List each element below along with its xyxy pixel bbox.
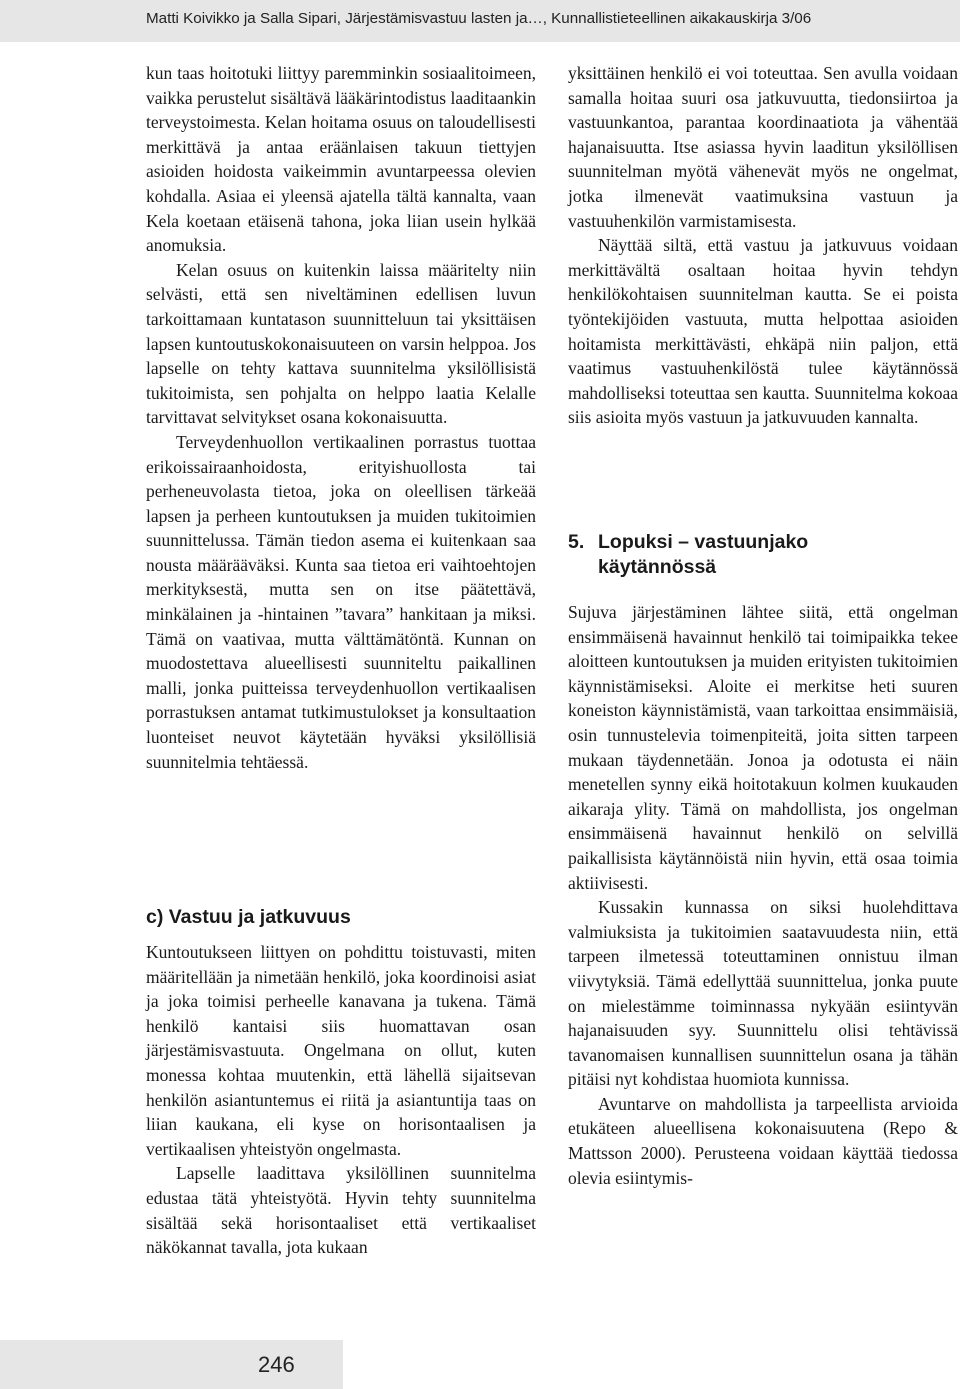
right-paragraph-1: yksittäinen henkilö ei voi toteuttaa. Sen avulla voidaan samalla hoitaa suuri osa jatkuvuutta, tiedonsiirtoa ja vastuunkantoa, parantaa koordinaatiota ja vähentää hajanaisuutta. Itse asiassa hyvin laaditun yksilöllisen suunnitelman myötä vähenevät myös ne ongelmat, jotka ilmenevät vaatimuksina vastuun ja vastuuhenkilön varmistamisesta. (568, 63, 958, 231)
left-paragraph-4: Kuntoutukseen liittyen on pohdittu toistuvasti, miten määritellään ja nimetään henkilö, joka koordinoisi asiat ja joka toimisi perheelle kanavana ja tukena. Tämä henkilö kantaisi siis huomattavan osan järjestämisvastuuta. Ongelmana on ollut, kuten monessa kohtaa muutenkin, että lähellä sijaitsevan henkilön asiantuntemus ei riitä ja asiantuntija taas on liian kaukana, eli kyse on horisontaalisen ja vertikaalisen yhteistyön ongelmasta. (146, 942, 536, 1159)
left-paragraph-3: Terveydenhuollon vertikaalinen porrastus tuottaa erikoissairaanhoidosta, erityishuollosta tai perheneuvolasta tietoa, joka on oleellisen tärkeää lapsen ja perheen kuntoutuksen ja muiden tukitoimien suunnittelussa. Tämän tiedon asema ei kuitenkaan saa nousta määrääväksi. Kunta saa tietoa eri vaihtoehtojen merkityksestä, mutta sen on itse päätettävä, minkälainen ja -hintainen ”tavara” hankitaan ja miksi. Tämä on vaativaa, mutta välttämätöntä. Kunnan on muodostettava alueellisesti suunniteltu paikallinen malli, jonka puitteissa terveydenhuollon vertikaalisen porrastuksen antamat tutkimustulokset ja konsultaation luonteiset neuvot käytetään hyväksi yksilöllisiä suunnitelmia tehtäessä. (146, 431, 536, 772)
right-column (568, 61, 958, 430)
left-paragraph-2: Kelan osuus on kuitenkin laissa määritelty niin selvästi, että sen niveltäminen edellisen luvun tarkoittamaan kuntatason suunnitteluun tai yksittäisen lapsen kuntoutuskokonaisuuteen on varsin helppoa. Jos lapselle on tehty kattava suunnitelma yksilöllisistä tukitoimista, sen pohjalta on helppo laatia Kelalle tarvittavat selvitykset osana kokonaisuutta. (146, 259, 536, 428)
section-number: 5. (568, 531, 585, 553)
right-paragraph-3: Sujuva järjestäminen lähtee siitä, että ongelman ensimmäisenä havainnut henkilö tai toimipaikka tekee aloitteen kuntoutuksen ja muiden erityisten tukitoimien käynnistämiseksi. Aloite ei merkitse heti suuren koneiston käynnistämistä, vaan tarkoittaa ensimmäisiä, osin tunnustelevia toimenpiteitä, joita sitten tarpeen mukaan täydennetään. Jonoa ja odotusta ei näin menetellen synny eikä hoitotakuun kolmen kuukauden aikaraja ylity. Tämä on mahdollista, jos ongelman ensimmäisenä havainnut henkilö on selvillä paikallisista käytännöistä niin hyvin, että osaa toimia aktiivisesti. (568, 602, 958, 893)
right-paragraph-4: Kussakin kunnassa on siksi huolehdittava valmiuksista ja tukitoimien saatavuudesta niin, että tarpeen ilmetessä toteuttaminen onnistuu ilman viivytyksiä. Tämä edellyttää suunnittelua, jonka puute on mielestämme toiminnassa nykyään esiintyvän hajanaisuuden syy. Suunnittelu olisi tehtävissä tavanomaisen kunnallisen suunnittelun osana ja tähän pitäisi nyt kohdistaa huomiota kunnissa. (568, 897, 958, 1090)
right-paragraph-5: Avuntarve on mahdollista ja tarpeellista arvioida etukäteen alueellisena kokonaisuutena (Repo & Mattsson 2000). Perusteena voidaan käyttää tiedossa olevia esiintymis- (568, 1093, 958, 1188)
running-header (0, 0, 960, 42)
left-paragraph-1: kun taas hoitotuki liittyy paremminkin sosiaalitoimeen, vaikka perustelut sisältävä lääkärintodistus laaditaankin terveystoimesta. Kelan hoitama osuus on taloudellisesti merkittävä ja antaa eräänlaisen takuun tiettyjen asioiden hoidosta vaikeimmin avuntarpeessa olevien kohdalla. Asiaa ei yleensä ajatella tältä kannalta, vaan Kela koetaan etäisenä tahona, joka liian usein hylkää anomuksia. (146, 63, 536, 256)
page-number: 246 (258, 1352, 295, 1377)
right-paragraph-2: Näyttää siltä, että vastuu ja jatkuvuus voidaan merkittävältä osaltaan hoitaa hyvin tehdyn henkilökohtaisen suunnitelman kautta. Se ei poista työntekijöiden vastuuta, mutta helpottaa asioiden hoitamista merkittävästi, ehkäpä niin paljon, että vaatimus vastuuhenkilöstä tulee käytännössä mahdolliseksi toteuttaa sen kautta. Suunnitelma kokoaa siis asioita myös vastuun ja jatkuvuuden kannalta. (568, 235, 958, 428)
section-heading-5 (568, 530, 898, 580)
left-paragraph-5: Lapselle laadittava yksilöllinen suunnitelma edustaa tätä yhteistyötä. Hyvin tehty suunnitelma sisältää sekä horisontaaliset että vertikaaliset näkökannat tavalla, jota kukaan (146, 1163, 536, 1258)
left-column (146, 61, 536, 774)
section-heading-c: c) Vastuu ja jatkuvuus (146, 906, 351, 928)
running-title: Matti Koivikko ja Salla Sipari, Järjestämisvastuu lasten ja…, Kunnallistieteellinen aikakauskirja 3/06 (146, 10, 812, 27)
left-column-lower (146, 940, 536, 1260)
right-column-lower (568, 600, 958, 1190)
section-title: Lopuksi – vastuunjako käytännössä (598, 531, 809, 578)
